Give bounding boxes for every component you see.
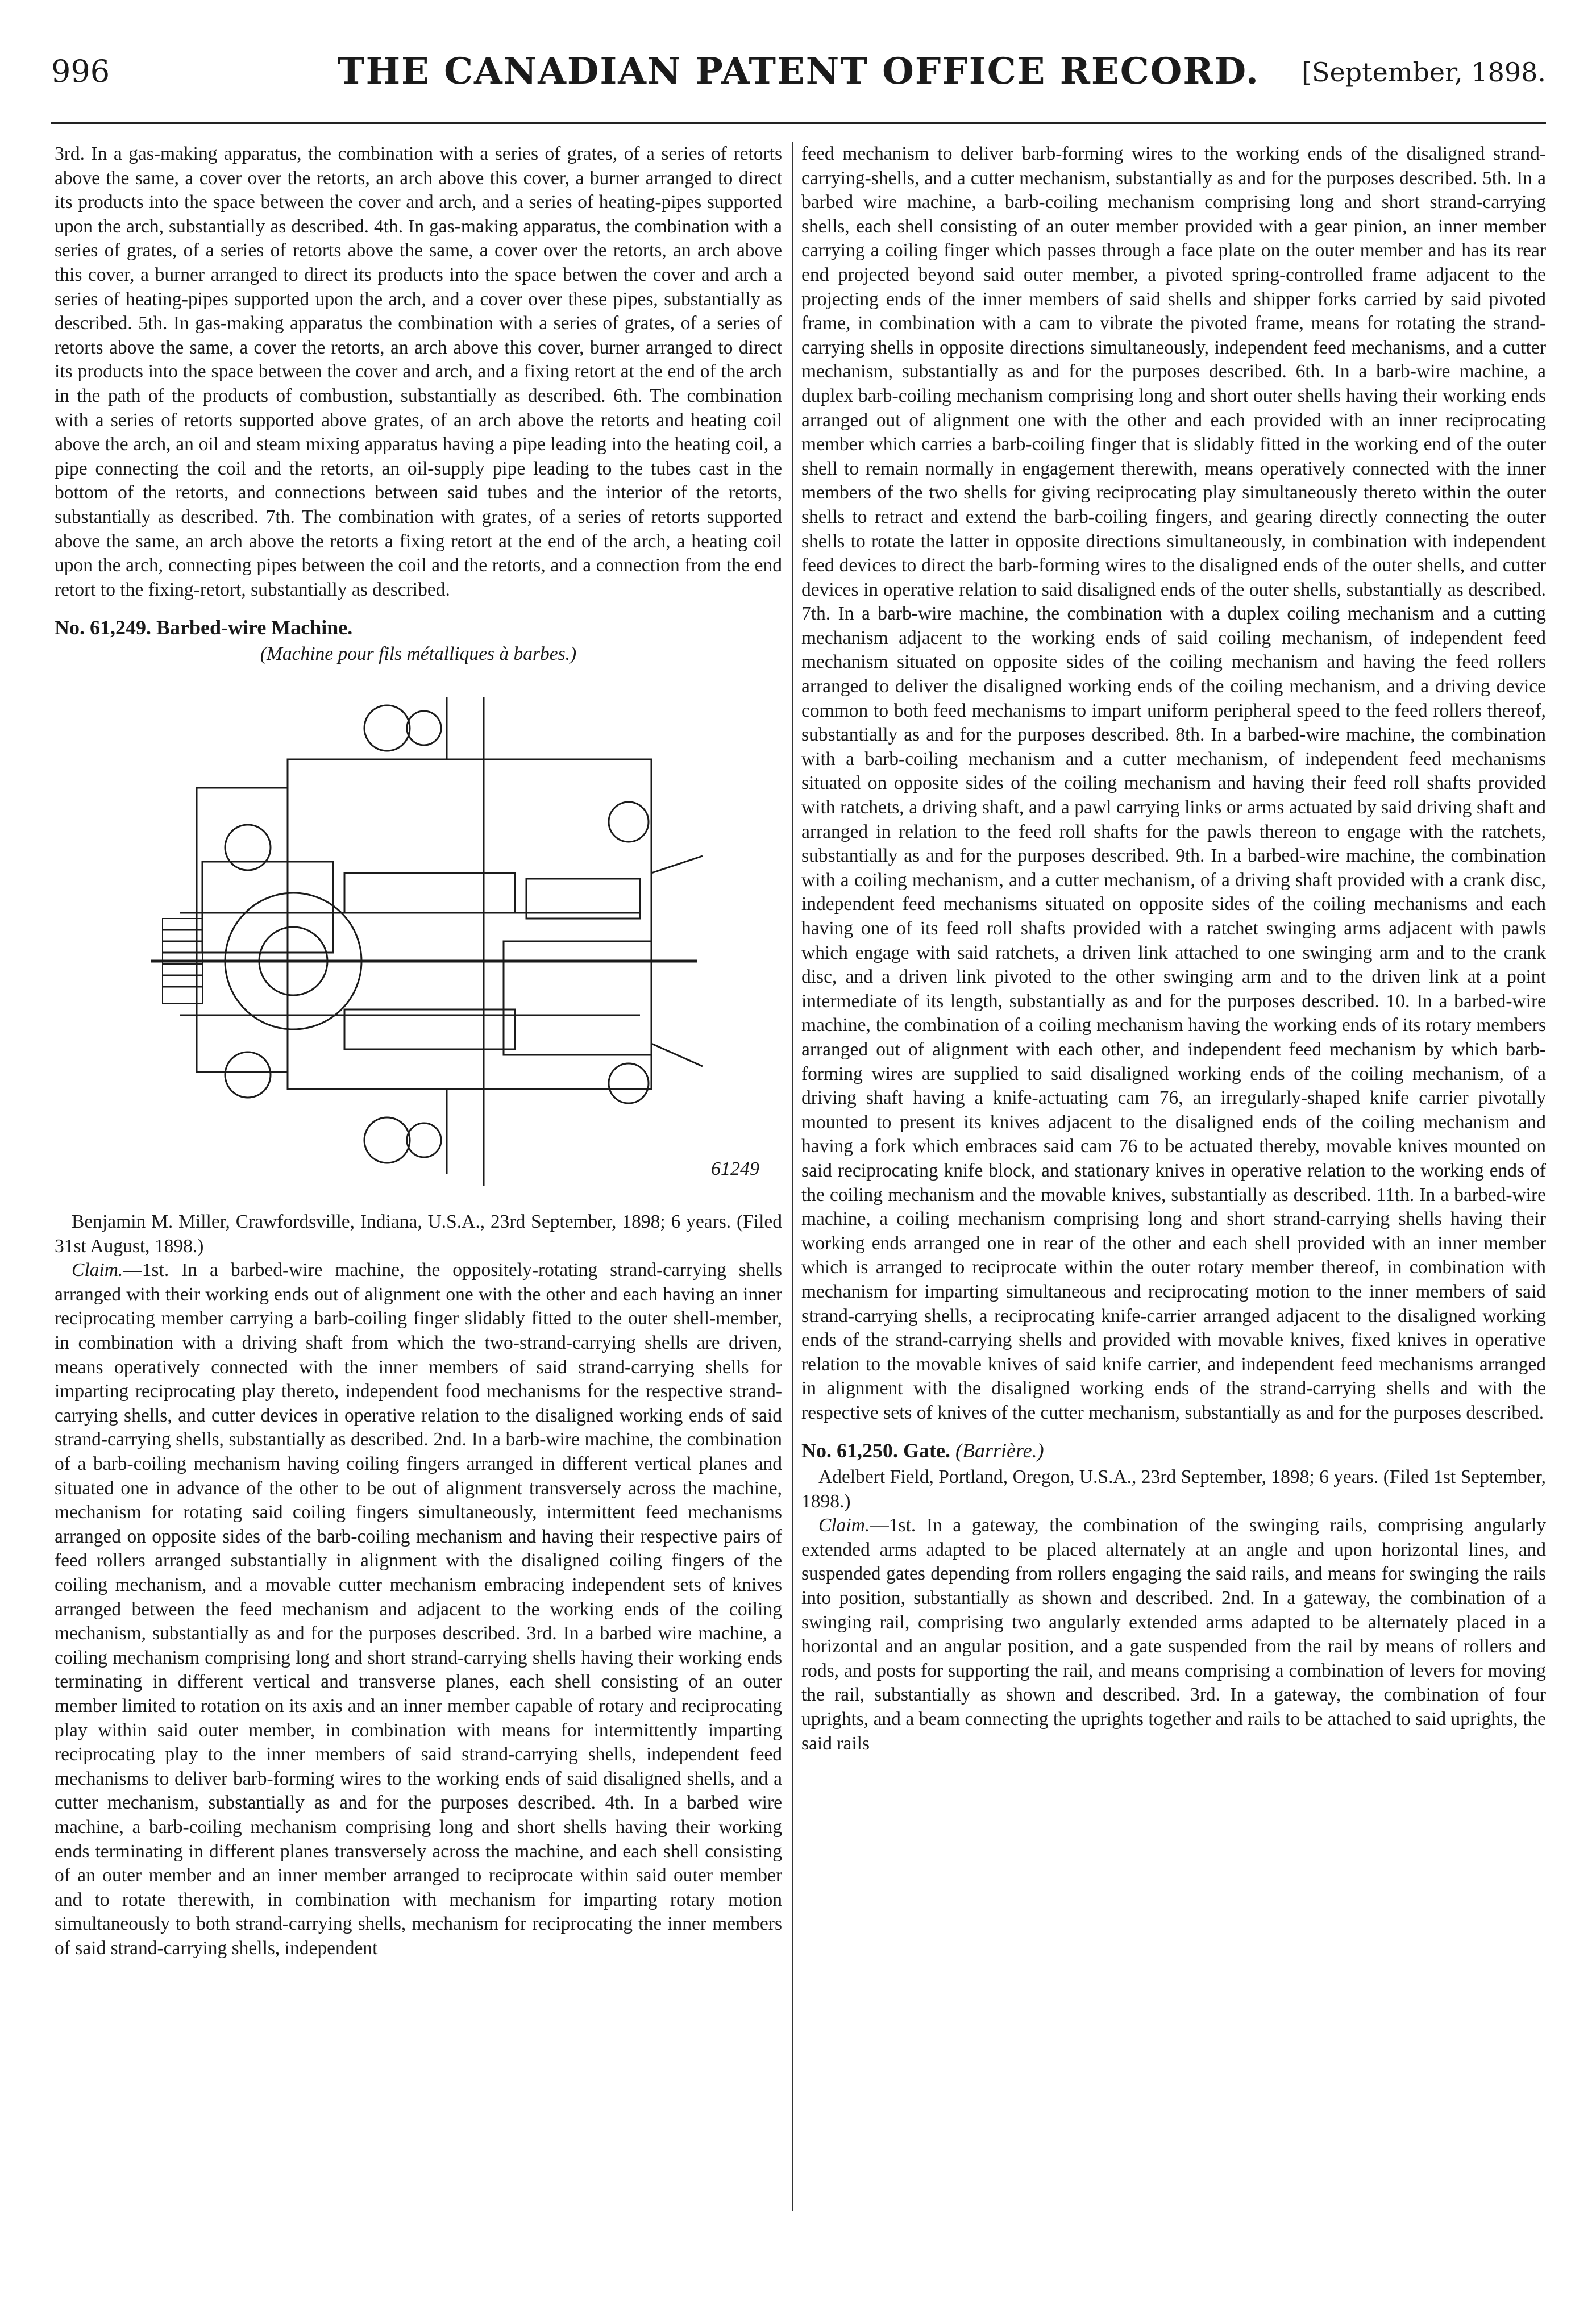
left-column [55,142,782,1960]
header-rule [51,122,1546,124]
publication-title: THE CANADIAN PATENT OFFICE RECORD. [337,50,1260,93]
inventor-line-61250: Adelbert Field, Portland, Oregon, U.S.A., 23rd September, 1898; 6 years. (Filed 1st September, 1898.) [801,1466,1546,1512]
inventor-line-61249: Benjamin M. Miller, Crawfordsville, Indiana, U.S.A., 23rd September, 1898; 6 years. (Filed 31st August, 1898.) [55,1211,782,1257]
patent-heading-61250 [801,1439,1546,1463]
issue-date: [September, 1898. [1302,57,1546,88]
claims-61250 [801,1514,1546,1756]
patent-subtitle-61249: (Machine pour fils métalliques à barbes.) [260,643,577,664]
claim-label: Claim. [72,1260,123,1281]
claim-text-61250: —1st. In a gateway, the combination of the swinging rails, comprising angularly extended arms adapted to be placed alternately at an angle and upon horizontal lines, and suspended gates depending from rollers engaging the said rails, and means for swinging the rails into position, substantially as shown and described. 2nd. In a gateway, the combination of a swinging rail, comprising two angularly extended arms adapted to be alternately placed in a horizontal and an angular position, and a gate suspended from the rail by means of rollers and rods, and posts for supporting the rail, and means comprising a combination of levers for moving the rail, substantially as shown and described. 3rd. In a gateway, the combination of four uprights, and a beam connecting the uprights together and rails to be attached to said uprights, the said rails [801,1515,1546,1754]
claim-label-61250: Claim. [818,1515,870,1536]
patent-heading-61249: No. 61,249. Barbed-wire Machine. [55,616,353,639]
patent-subtitle-61250: (Barrière.) [955,1439,1044,1462]
column-divider [792,142,793,2211]
claims-61249-continued: feed mechanism to deliver barb-forming wires to the working ends of the disaligned strand-carrying-shells, and a cutter mechanism, substantially as and for the purposes described. 5th. In a barbed wire machine, a barb-coiling mechanism comprising long and short strand-carrying shells, each shell consisting of an outer member provided with a gear pinion, an inner member carrying a coiling finger which passes through a face plate on the outer member and has its rear end projected beyond said outer member, a pivoted spring-controlled frame adjacent to the projecting ends of the inner members of said shells and shipper forks carried by said pivoted frame, in combination with a cam to vibrate the pivoted frame, means for rotating the strand-carrying shells in opposite directions simultaneously, independent feed mechanisms, and a cutter mechanism, substantially as and for the purposes described. 6th. In a barb-wire machine, a duplex barb-coiling mechanism comprising long and short outer shells having their working ends arranged out of alignment one with the other and each provided with an inner reciprocating member which carries a barb-coiling finger that is slidably fitted in the working end of the outer shell to remain normally in engagement therewith, means operatively connected with the inner members of the two shells for giving reciprocating play simultaneously thereto within the outer shells to retract and extend the barb-coiling fingers, and gearing directly connecting the outer shells to rotate the latter in opposite directions simultaneously, in combination with independent feed devices to direct the barb-forming wires to the disaligned ends of the outer shells, and cutter devices in operative relation to said disaligned ends of the outer shells, substantially as described. 7th. In a barb-wire machine, the combination with a duplex coiling mechanism and a cutting mechanism adjacent to the working ends of said coiling mechanism, of independent feed mechanism situated on opposite sides of the coiling mechanism and having the feed rollers arranged to deliver the disaligned working ends of the coiling mechanism, and a driving device common to both feed mechanisms to impart uniform peripheral speed to the feed rollers thereof, substantially as and for the purposes described. 8th. In a barbed-wire machine, the combination with a barb-coiling mechanism and a cutter mechanism, of independent feed mechanisms situated on opposite sides of the coiling mechanism and having their feed roll shafts provided with ratchets, a driving shaft, and a pawl carrying links or arms actuated by said driving shaft and arranged in relation to the feed roll shafts for the pawls thereon to engage with the ratchets, substantially as and for the purposes described. 9th. In a barbed-wire machine, the combination with a coiling mechanism, and a cutter mechanism, of a driving shaft provided with a crank disc, independent feed mechanisms situated on opposite sides of the coiling mechanisms and each having one of its feed roll shafts provided with a ratchet swinging arms adjacent with pawls which engage with said ratchets, a driven link attached to one swinging arm and to the crank disc, and a driven link pivoted to the other swinging arm and to the driven link at a point intermediate of its length, substantially as and for the purposes described. 10. In a barbed-wire machine, the combination of a coiling mechanism having the working ends of its rotary members arranged out of alignment with each other, and independent feed mechanism by which barb-forming wires are supplied to said disaligned working ends of the coiling mechanism, of a driving shaft having a knife-actuating cam 76, an irregularly-shaped knife carrier pivotally mounted to present its knives adjacent to the disaligned ends of the coiling mechanism and having a fork which embraces said cam 76 to be actuated thereby, movable knives mounted on said reciprocating knife block, and stationary knives in operative relation to the working ends of the coiling mechanism and the movable knives, substantially as described. 11th. In a barbed-wire machine, a coiling mechanism comprising long and short strand-carrying shells having their working ends arranged one in rear of the other and each shell provided with an inner member which is arranged to reciprocate within the outer rotary member thereof, in combination with mechanism for imparting simultaneous and reciprocating motion to the inner members of said strand-carrying shells, a reciprocating knife-carrier arranged adjacent to the disaligned working ends of the strand-carrying shells and provided with movable knives, fixed knives in operative relation to the movable knives of said knife carrier, and independent feed mechanisms arranged in alignment with the disaligned working ends of the strand-carrying shells and with the respective sets of knives of the cutter mechanism, substantially as and for the purposes described. [801,143,1546,1423]
previous-claims-text: 3rd. In a gas-making apparatus, the combination with a series of grates, of a series of retorts above the same, a cover over the retorts, an arch above this cover, a burner arranged to direct its products into the space between the cover and arch, and a series of heating-pipes supported upon the arch, substantially as described. 4th. In gas-making apparatus, the combination with a series of grates, of a series of retorts above the same, a cover over the retorts, an arch above this cover, a burner arranged to direct its products into the space betwen the cover and arch a series of heating-pipes supported upon the arch, and a cover over these pipes, substantially as described. 5th. In gas-making apparatus the combination with a series of grates, of a series of retorts above the same, a cover the retorts, an arch above this cover, burner arranged to direct its products into the space between the cover and arch, and a fixing retort at the end of the arch in the path of the products of combustion, substantially as described. 6th. The combination with a series of retorts supported above grates, of an arch above the retorts and heating coil above the arch, an oil and steam mixing apparatus having a pipe leading into the heating coil, a pipe connecting the coil and the retorts, an oil-supply pipe leading to the tubes cast in the bottom of the retorts, and connections between said tubes and the interior of the retorts, substantially as described. 7th. The combination with grates, of a series of retorts supported above the same, an arch above the retorts a fixing retort at the end of the arch, a heating coil upon the arch, connecting pipes between the coil and the retorts, and a connection from the end retort to the fixing-retort, substantially as described. [55,143,782,600]
patent-drawing [128,674,742,1197]
barbed-wire-machine-drawing [128,674,742,1197]
claims-61249 [55,1258,782,1960]
right-column [801,142,1546,1756]
page-header [51,50,1546,101]
claim-text-61249: —1st. In a barbed-wire machine, the oppositely-rotating strand-carrying shells arranged with their working ends out of alignment one with the other and each having an inner reciprocating member carrying a barb-coiling finger slidably fitted to the outer shell-member, in combination with a driving shaft from which the two-strand-carrying shells are driven, means operatively connected with the inner members of said strand-carrying shells for imparting reciprocating play thereto, independent food mechanisms for the respective strand-carrying shells, and cutter devices in operative relation to the disaligned working ends of said strand-carrying shells, substantially as described. 2nd. In a barb-wire machine, the combination of a barb-coiling mechanism having coiling fingers arranged in different vertical planes and situated one in advance of the other to be out of alignment transversely across the machine, mechanism for rotating said coiling fingers simultaneously, intermittent feed mechanisms arranged on opposite sides of the barb-coiling mechanism and having their respective pairs of feed rollers arranged substantially in alignment with the disaligned coiling fingers of the coiling mechanism, and a movable cutter mechanism embracing independent sets of knives arranged between the feed mechanism and adjacent to the working ends of the coiling mechanism, substantially as and for the purposes described. 3rd. In a barbed wire machine, a coiling mechanism comprising long and short strand-carrying shells having their working ends terminating in different vertical and transverse planes, each shell consisting of an outer member limited to rotation on its axis and an inner member capable of rotary and reciprocating play within said outer member, in combination with means for intermittently imparting reciprocating play to the inner members of said strand-carrying shells, independent feed mechanisms to deliver barb-forming wires to the working ends of said disaligned shells, and a cutter mechanism, substantially as and for the purposes described. 4th. In a barbed wire machine, a barb-coiling mechanism comprising long and short shells having their working ends terminating in different planes transversely across the machine, and each shell consisting of an outer member and an inner member arranged to reciprocate within said outer member and to rotate therewith, in combination with mechanism for imparting rotary motion simultaneously to both strand-carrying shells, mechanism for reciprocating the inner members of said strand-carrying shells, independent [55,1260,782,1959]
patent-heading-61250-title: No. 61,250. Gate. [801,1439,950,1462]
figure-number: 61249 [711,1158,759,1180]
page-number: 996 [51,53,110,89]
